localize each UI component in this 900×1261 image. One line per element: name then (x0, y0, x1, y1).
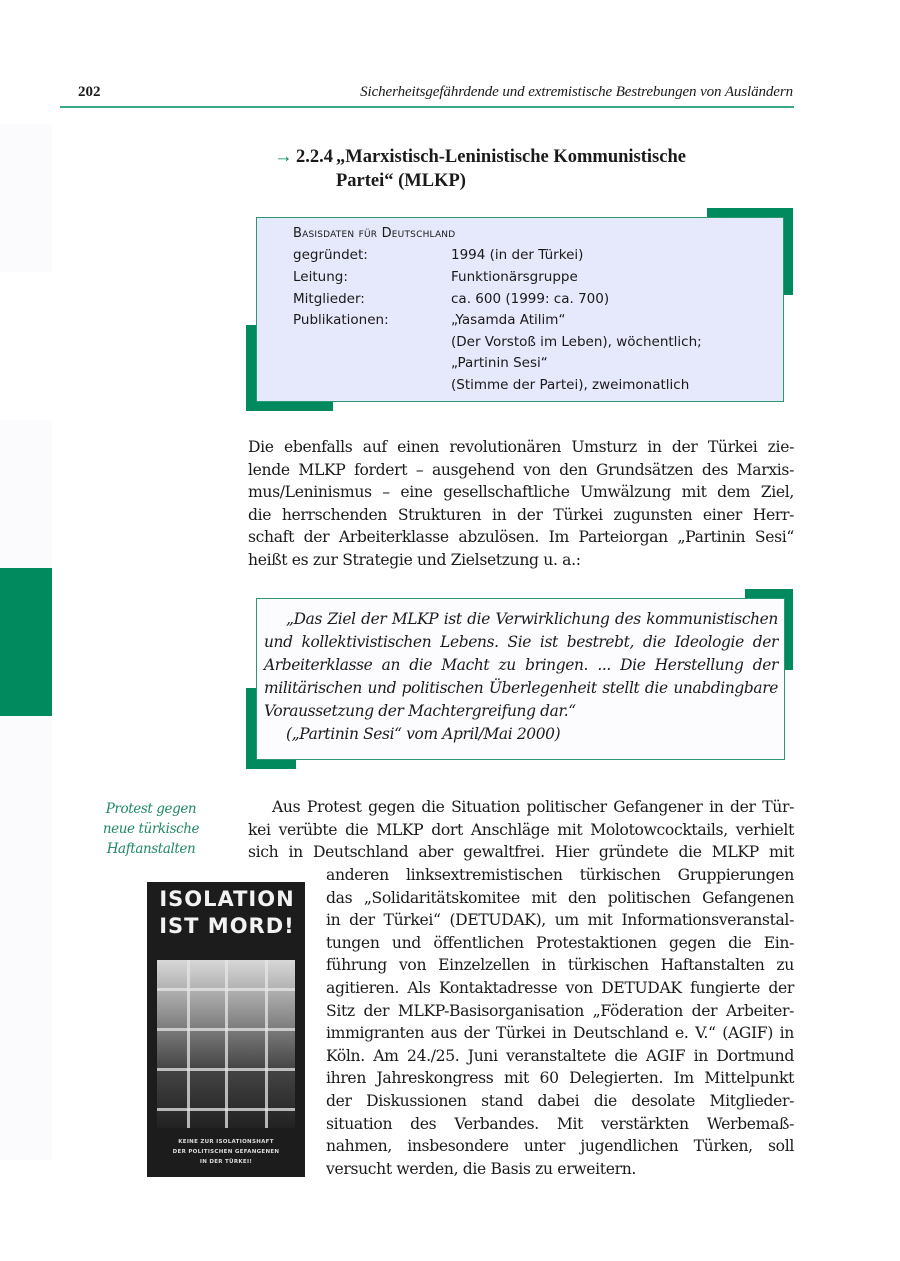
info-value: ca. 600 (1999: ca. 700) (451, 291, 610, 307)
quote-source: („Partinin Sesi“ vom April/Mai 2000) (286, 725, 561, 743)
text-line: heißt es zur Strategie und Zielsetzung u. a.: (248, 550, 581, 569)
prison-bars-photo (157, 960, 295, 1128)
quote-line: Voraussetzung der Machtergreifung dar.“ (264, 702, 576, 720)
text-line: Köln. Am 24./25. Juni veranstaltete die AGIF in Dortmund (326, 1046, 794, 1065)
chapter-tab-marker (0, 568, 52, 716)
body-paragraph-protest (248, 796, 794, 864)
poster-footer-line: DER POLITISCHEN GEFANGENEN (172, 1149, 280, 1155)
poster-headline (153, 886, 301, 940)
info-key: Publikationen: (293, 312, 389, 328)
bar (157, 1028, 295, 1031)
section-title-line: „Marxistisch-Leninistische Kommunistische (336, 147, 686, 167)
text-line: das „Solidaritätskomitee mit den politischen Gefangenen (326, 888, 794, 907)
running-title: Sicherheitsgefährdende und extremistische Bestrebungen von Ausländern (360, 84, 793, 100)
section-title (336, 145, 756, 193)
margin-note-line: Haftanstalten (106, 841, 196, 857)
text-line: sich in Deutschland aber gewaltfrei. Hier gründete die MLKP mit (248, 843, 794, 862)
text-line: tungen und öffentlichen Protestaktionen gegen die Ein- (326, 933, 794, 952)
text-line: die herrschenden Strukturen in der Türkei zugunsten einer Herr- (248, 505, 794, 524)
text-line: Sitz der MLKP-Basisorganisation „Föderation der Arbeiter- (326, 1001, 794, 1020)
poster-footer-line: IN DER TÜRKEI! (199, 1159, 253, 1165)
basisdaten-box (256, 217, 784, 402)
text-line: Aus Protest gegen die Situation politischer Gefangener in der Tür- (272, 798, 794, 816)
poster-headline-line: IST MORD! (159, 914, 295, 938)
body-paragraph-intro (248, 436, 794, 572)
bar (225, 960, 228, 1128)
poster-footer-line: KEINE ZUR ISOLATIONSHAFT (178, 1139, 274, 1145)
text-line: immigranten aus der Türkei in Deutschland e. V.“ (AGIF) in (326, 1024, 794, 1043)
bar (157, 1068, 295, 1071)
quote-line: „Das Ziel der MLKP ist die Verwirklichung des kommunistischen (286, 610, 778, 628)
poster-footer (155, 1137, 297, 1167)
margin-panel-middle (0, 420, 52, 568)
text-line: schaft der Arbeiterklasse abzulösen. Im Parteiorgan „Partinin Sesi“ (248, 528, 794, 547)
margin-note (92, 799, 210, 859)
page-number: 202 (78, 84, 101, 100)
text-line: situation des Verbandes. Mit verstärkten Werbemaß- (326, 1114, 794, 1133)
info-key: Mitglieder: (293, 291, 365, 307)
bar (265, 960, 268, 1128)
info-value: (Der Vorstoß im Leben), wöchentlich; (451, 334, 702, 350)
info-value: 1994 (in der Türkei) (451, 247, 584, 263)
margin-note-line: Protest gegen (105, 801, 197, 817)
section-title-line: Partei“ (MLKP) (336, 171, 466, 191)
quote-line: Arbeiterklasse an die Macht zu bringen. ... Die Herstellung der (264, 656, 778, 674)
text-line: agitieren. Als Kontaktadresse von DETUDAK fungierte der (326, 978, 794, 997)
text-line: nahmen, insbesondere unter jugendlichen Türken, soll (326, 1137, 794, 1156)
poster-headline-line: ISOLATION (159, 887, 295, 911)
quote-line: militärischen und politischen Überlegenheit stellt die unabdingbare (264, 679, 778, 697)
text-line: ihren Jahreskongress mit 60 Delegierten. Im Mittelpunkt (326, 1069, 794, 1088)
text-line: versucht werden, die Basis zu erweitern. (326, 1159, 637, 1178)
text-line: kei verübte die MLKP dort Anschläge mit Molotowcocktails, verhielt (248, 820, 794, 839)
basisdaten-caption: Basisdaten für Deutschland (293, 226, 456, 241)
text-line: mus/Leninismus – eine gesellschaftliche Umwälzung mit dem Ziel, (248, 483, 794, 502)
info-value: (Stimme der Partei), zweimonatlich (451, 377, 690, 393)
section-number: 2.2.4 (296, 147, 333, 167)
text-line: anderen linksextremistischen türkischen Gruppierungen (326, 866, 794, 884)
text-line: lende MLKP fordert – ausgehend von den Grundsätzen des Marxis- (248, 460, 794, 479)
arrow-right-icon: → (274, 147, 293, 167)
header-divider (60, 106, 794, 108)
bar (157, 988, 295, 991)
text-line: in der Türkei“ (DETUDAK), um mit Informationsveranstal- (326, 911, 794, 930)
text-line: der Diskussionen stand dabei die desolate Mitglieder- (326, 1091, 794, 1110)
body-paragraph-protest-continued (326, 864, 794, 1180)
bar (187, 960, 190, 1128)
info-key: Leitung: (293, 269, 348, 285)
quote-box (256, 598, 785, 760)
text-line: führung von Einzelzellen in türkischen Haftanstalten zu (326, 956, 794, 975)
bar (157, 1108, 295, 1111)
info-value: „Yasamda Atilim“ (451, 312, 566, 328)
info-value: „Partinin Sesi“ (451, 355, 548, 371)
info-key: gegründet: (293, 247, 368, 263)
info-value: Funktionärsgruppe (451, 269, 578, 285)
text-line: Die ebenfalls auf einen revolutionären Umsturz in der Türkei zie- (248, 438, 794, 456)
isolation-poster-image (147, 882, 305, 1177)
margin-panel-bottom (0, 716, 52, 1160)
margin-panel-top (0, 124, 52, 272)
quote-line: und kollektivistischen Lebens. Sie ist bestrebt, die Ideologie der (264, 633, 778, 651)
margin-note-line: neue türkische (102, 821, 200, 837)
